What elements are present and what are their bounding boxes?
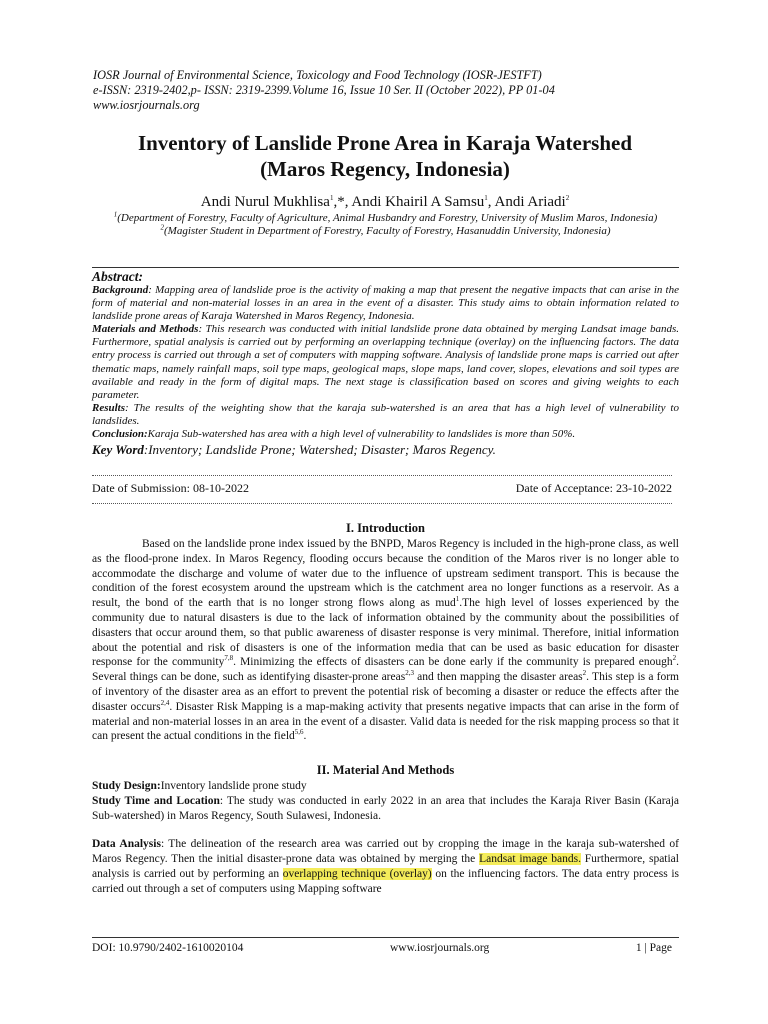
citation-6: 2,4 — [160, 698, 170, 707]
footer-rule — [92, 937, 679, 938]
affiliation-1-mark: 1 — [113, 210, 118, 219]
footer-page-number: 1 | Page — [635, 942, 672, 954]
highlight-overlay-technique: overlapping technique (overlay) — [282, 867, 432, 880]
conclusion-text: Karaja Sub-watershed has area with a high level of vulnerability to landslides is more than 50%. — [147, 428, 576, 441]
title-line-1: Inventory of Lanslide Prone Area in Karaja Watershed — [137, 131, 633, 155]
journal-issn: e-ISSN: 2319-2402,p- ISSN: 2319-2399.Volume 16, Issue 10 Ser. II (October 2022), PP 01-04 — [93, 83, 555, 97]
keyword-label: Key Word — [92, 442, 144, 458]
study-design-text: Inventory landslide prone study — [160, 780, 307, 792]
results-label: Results — [92, 401, 126, 414]
abstract-methods — [92, 323, 679, 402]
date-of-acceptance: Date of Acceptance: 23-10-2022 — [515, 481, 672, 495]
author-2: Andi Khairil A Samsu — [351, 194, 485, 210]
data-analysis — [92, 837, 679, 896]
abstract-body — [92, 284, 679, 458]
page-footer — [92, 942, 672, 954]
section-heading-introduction: I. Introduction — [346, 521, 425, 535]
authors: Andi Nurul Mukhlisa$^1$,*, Andi Khairil A Samsu$^1$, Andi Ariadi$^2$ — [200, 194, 570, 210]
study-time-text: : The study was conducted in early 2022 in an area that includes the Karaja River Basin (Karaja Sub-watershed) in Maros Regency, South Sulawesi, Indonesia. — [92, 794, 680, 822]
intro-text-5: and then mapping the disaster areas — [413, 671, 583, 684]
abstract-heading: Abstract: — [92, 269, 144, 284]
intro-text-6: . This step is a form of inventory of the disaster area as an effort to prevent the potential risk of becoming a disaster or reduce the effects after the disaster occurs — [92, 671, 679, 713]
journal-name: IOSR Journal of Environmental Science, Toxicology and Food Technology (IOSR-JESTFT) — [93, 68, 542, 82]
abstract-conclusion — [92, 428, 679, 441]
author-1-affiliation-mark: 1 — [329, 194, 334, 202]
study-design-label: Study Design: — [92, 780, 161, 792]
methods-body — [92, 779, 679, 897]
methods-label: Materials and Methods — [92, 323, 199, 336]
journal-website: www.iosrjournals.org — [93, 98, 200, 112]
title-line-2: (Maros Regency, Indonesia) — [260, 157, 510, 181]
author-3: Andi Ariadi — [494, 194, 566, 210]
footer-doi: DOI: 10.9790/2402-1610020104 — [92, 942, 244, 954]
keywords — [92, 442, 679, 458]
affiliation-1-text: (Department of Forestry, Faculty of Agriculture, Animal Husbandry and Forestry, University of Muslim Maros, Indonesia) — [117, 212, 658, 224]
conclusion-label: Conclusion: — [92, 428, 148, 441]
citation-1: 1 — [455, 595, 460, 604]
intro-text-1: Based on the landslide prone index issued by the BNPD, Maros Regency is included in the high-prone class, as well as the flood-prone index. In Maros Regency, flooding occurs because the condition of the Maros river is no longer able to accommodate the discharge and volume of water due to the influence of upstream sediment transport. This is because the condition of the forest ecosystem around the upstream which is the catchment area no longer functions as a reservoir. As a result, the bond of the earth that is no longer strong flows along as mud — [92, 538, 679, 610]
section-heading-methods: II. Material And Methods — [316, 763, 455, 777]
intro-text-4: . Several things can be done, such as identifying disaster-prone areas — [92, 656, 680, 684]
dates-bottom-divider — [92, 503, 672, 504]
corresponding-mark: ,* — [333, 194, 345, 210]
citation-3: 2 — [672, 654, 677, 663]
dates-top-divider — [92, 475, 672, 476]
background-text: : Mapping area of landslide proe is the activity of making a map that present the negative impacts that can arise in the form of material and non-material losses in an area in the event of a disaster. This study aims to obtain information related to landslide prone areas of Karaja Watershed in Maros Regency, Indonesia. — [92, 284, 679, 323]
citation-4: 2,3 — [405, 669, 414, 678]
abstract-top-rule — [92, 267, 679, 268]
intro-text-3: . Minimizing the effects of disasters can be done early if the community is prepared enough — [233, 656, 673, 669]
keyword-text: :Inventory; Landslide Prone; Watershed; Disaster; Maros Regency. — [143, 442, 496, 458]
citation-7: 5,6 — [294, 728, 304, 737]
date-of-submission: Date of Submission: 08-10-2022 — [92, 481, 249, 495]
author-1: Andi Nurul Mukhlisa — [200, 194, 330, 210]
abstract-background — [92, 284, 679, 323]
highlight-landsat-bands: Landsat image bands. — [479, 853, 581, 866]
citation-5: 2 — [582, 669, 587, 678]
footer-website: www.iosrjournals.org — [389, 942, 490, 954]
study-time-location — [92, 794, 679, 824]
affiliation-2 — [93, 225, 678, 238]
data-analysis-label: Data Analysis — [92, 838, 161, 851]
study-time-label: Study Time and Location — [92, 794, 220, 807]
author-2-affiliation-mark: 1 — [484, 194, 488, 202]
submission-dates — [92, 481, 672, 496]
intro-text-8: . — [303, 730, 307, 743]
data-analysis-text-3: on the influencing factors. The data entry process is carried out through a set of computers using Mapping software — [92, 867, 679, 895]
background-label: Background — [92, 284, 149, 296]
citation-2: 7,8 — [224, 654, 234, 663]
affiliation-2-mark: 2 — [160, 223, 165, 232]
methods-text: : This research was conducted with initial landslide prone data obtained by merging Landsat image bands. Furthermore, spatial analysis is carried out by performing an overlapping technique (overlay) on the influencing factors. The data entry process is carried out through a set of computers with mapping software. Analysis of landslide prone maps is carried out after thematic maps, namely rainfall maps, soil type maps, geological maps, slope maps, land cover, slopes, elevations and soil types are available and ready in the form of digital maps. The next stage is classification based on scores and giving weights to each parameter. — [92, 323, 679, 401]
data-analysis-text-1: : The delineation of the research area was carried out by cropping the image in the karaja sub-watershed of Maros Regency. Then the initial disaster-prone data was obtained by merging the — [92, 838, 680, 866]
results-text: : The results of the weighting show that the karaja sub-watershed is an area that has a high level of vulnerability to landslides. — [92, 401, 679, 427]
affiliations — [93, 212, 678, 238]
introduction-body — [92, 537, 679, 744]
intro-text-7: . Disaster Risk Mapping is a map-making activity that presents negative impacts that can arise in the form of material and non-material losses in an area in the event of a disaster. Valid data is needed for the risk mapping process so that it can present the actual conditions in the field — [92, 700, 679, 743]
journal-header — [93, 68, 555, 113]
data-analysis-text-2: Furthermore, spatial analysis is carried out by performing an — [92, 853, 679, 880]
intro-text-2: .The high level of losses experienced by the community due to natural disasters is due to the lack of information obtained by the community about the possibilities of disasters that occur around them, so that public awareness of disaster response is very minimal. Therefore, initial information about the potential and risk of disasters is one of the information media that can be used as basic education for disaster response for the community — [92, 597, 679, 669]
author-3-affiliation-mark: 2 — [565, 194, 570, 202]
introduction-paragraph — [92, 537, 679, 744]
paper-title — [60, 130, 710, 182]
abstract-results — [92, 402, 679, 428]
affiliation-1 — [93, 212, 678, 225]
study-design — [92, 779, 679, 794]
affiliation-2-text: (Magister Student in Department of Forestry, Faculty of Forestry, Hasanuddin University, Indonesia) — [164, 225, 611, 237]
